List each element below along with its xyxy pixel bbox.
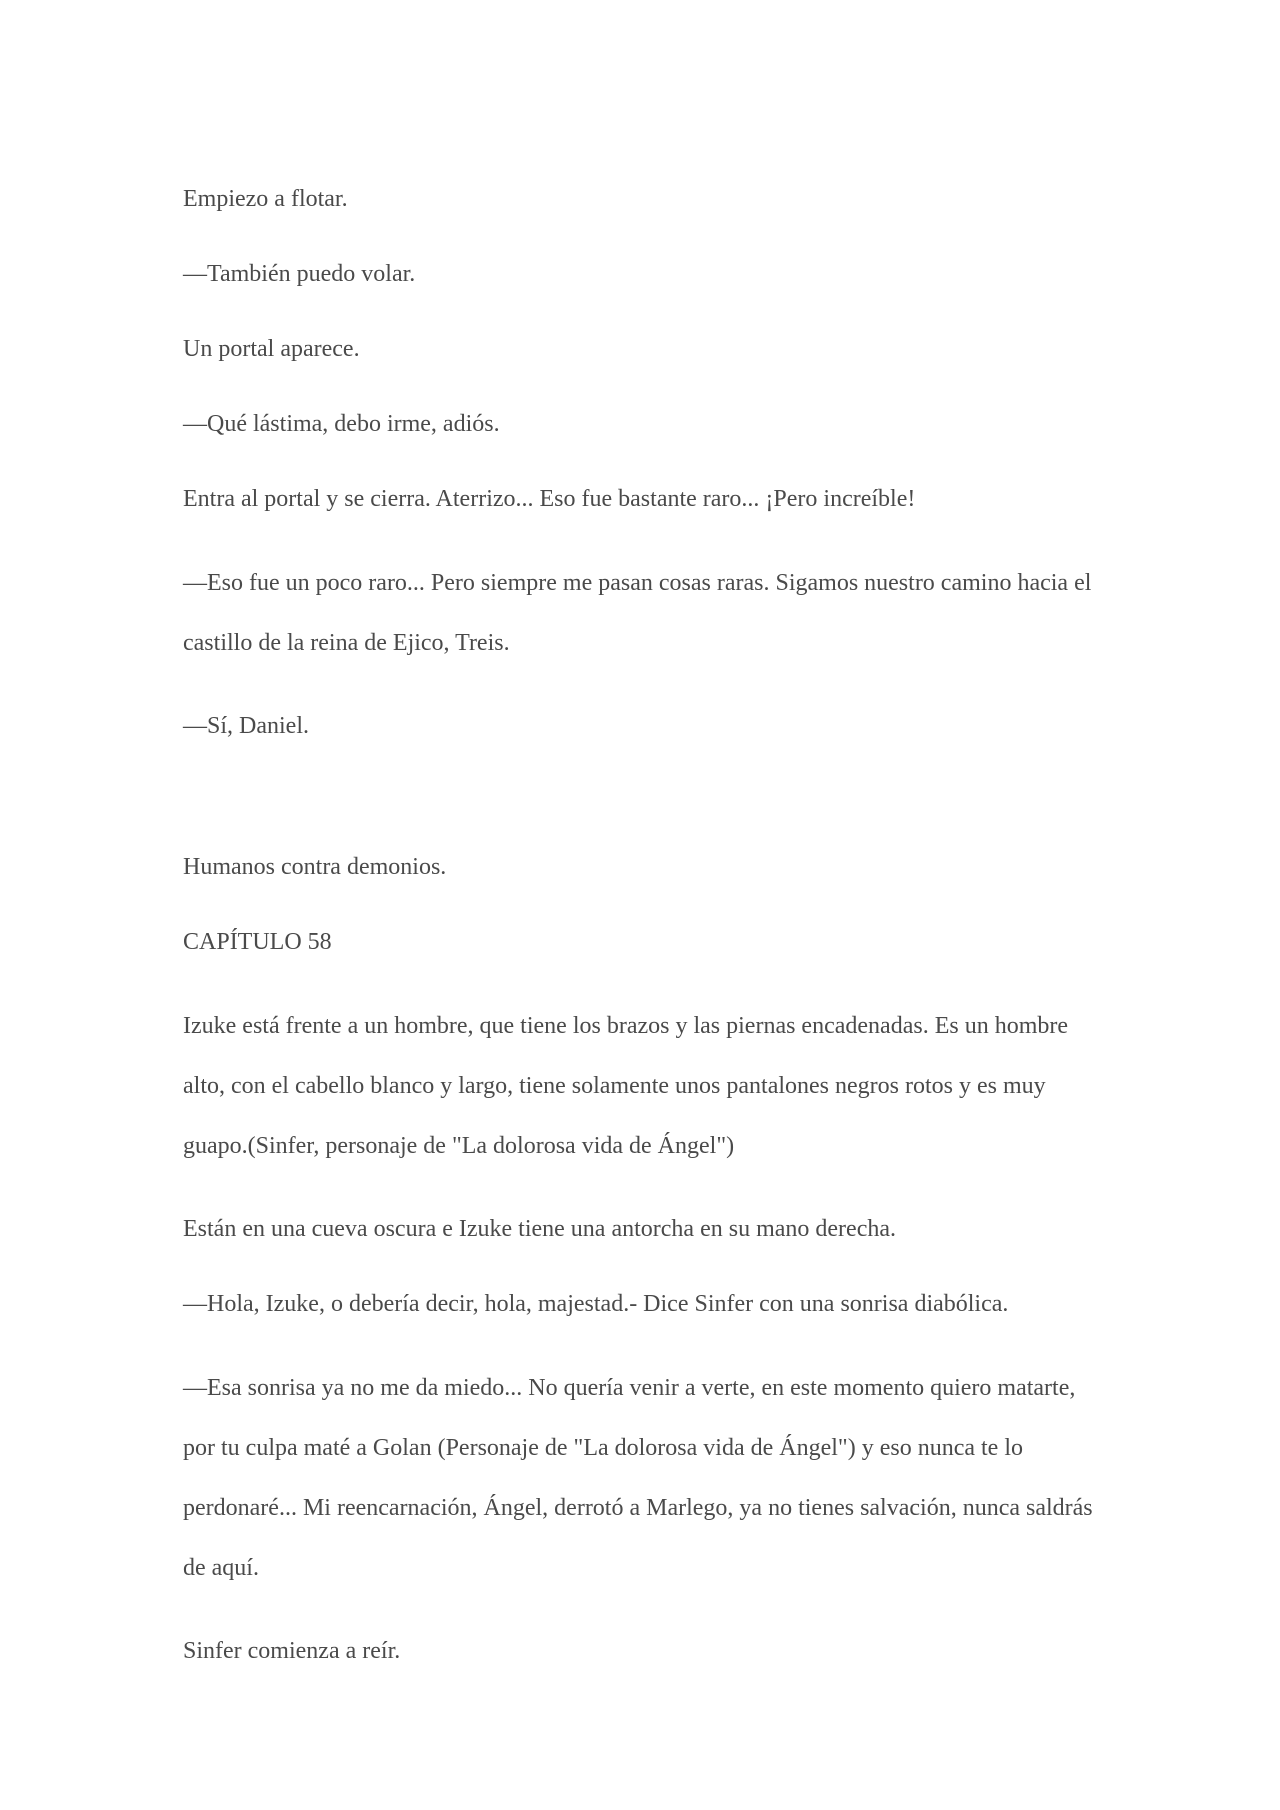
- text-column: [183, 178, 1113, 1705]
- paragraph: Un portal aparece.: [183, 336, 360, 362]
- paragraph: Izuke está frente a un hombre, que tiene los brazos y las piernas encadenadas. Es un hombre alto, con el cabello blanco y largo, tiene solamente unos pantalones negros rotos y es muy guapo.(Sinfer, personaje de "La dolorosa vida de Ángel"): [183, 1013, 1068, 1159]
- paragraph: Empiezo a flotar.: [183, 186, 348, 212]
- section-break: [183, 780, 1113, 846]
- paragraph: —También puedo volar.: [183, 261, 416, 287]
- chapter-heading: CAPÍTULO 58: [183, 929, 332, 955]
- paragraph: Sinfer comienza a reír.: [183, 1638, 401, 1664]
- paragraph: —Sí, Daniel.: [183, 713, 309, 739]
- paragraph: Están en una cueva oscura e Izuke tiene una antorcha en su mano derecha.: [183, 1216, 896, 1242]
- section-heading: Humanos contra demonios.: [183, 854, 447, 880]
- paragraph: —Esa sonrisa ya no me da miedo... No quería venir a verte, en este momento quiero matarte, por tu culpa maté a Golan (Personaje de "La dolorosa vida de Ángel") y eso nunca te lo perdonaré... Mi reencarnación, Ángel, derrotó a Marlego, ya no tienes salvación, nunca saldrás de aquí.: [183, 1375, 1093, 1581]
- paragraph: —Hola, Izuke, o debería decir, hola, majestad.- Dice Sinfer con una sonrisa diabólica.: [183, 1291, 1009, 1317]
- paragraph: Entra al portal y se cierra. Aterrizo... Eso fue bastante raro... ¡Pero increíble!: [183, 486, 916, 512]
- paragraph: —Qué lástima, debo irme, adiós.: [183, 411, 500, 437]
- paragraph: —Eso fue un poco raro... Pero siempre me pasan cosas raras. Sigamos nuestro camino hacia el castillo de la reina de Ejico, Treis.: [183, 570, 1092, 656]
